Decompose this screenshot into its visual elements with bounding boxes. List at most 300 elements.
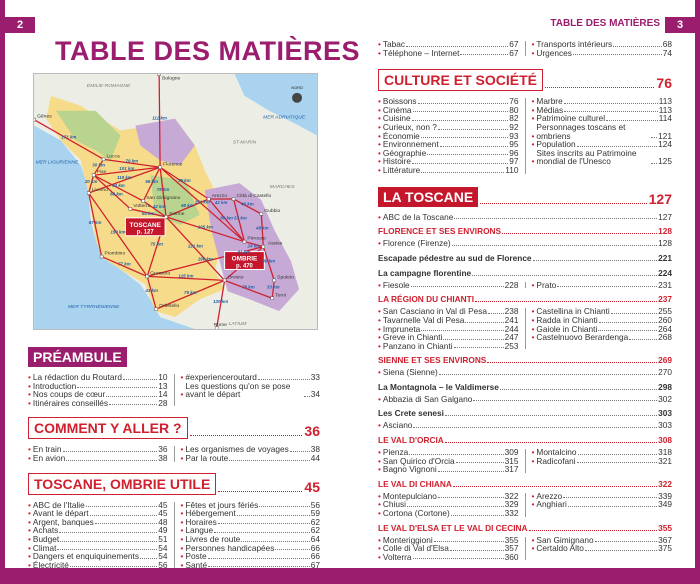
entry-column (181, 373, 321, 407)
dot-leader (63, 451, 158, 452)
toc-right (378, 40, 672, 561)
dot-leader (529, 530, 658, 531)
entry-label: ABC de la Toscane (382, 211, 454, 222)
city-marker (146, 275, 149, 278)
region-label: LATIUM (228, 322, 247, 328)
bullet-icon: • (180, 533, 184, 544)
entry-page: 34 (310, 389, 320, 400)
entry-label: LE VAL DI CHIANA (378, 478, 452, 489)
section-page: 45 (304, 478, 320, 495)
entry-column (181, 445, 321, 462)
column-divider (525, 282, 526, 289)
bullet-icon: • (378, 340, 381, 351)
bullet-icon: • (28, 444, 31, 455)
toc-left (28, 347, 320, 569)
bullet-icon: • (378, 139, 381, 150)
toc-entry-row (378, 213, 672, 222)
route-map (33, 73, 318, 330)
dot-leader (208, 566, 310, 567)
toc-entry[interactable] (532, 49, 673, 58)
entry-page: 128 (658, 238, 672, 249)
bullet-icon: • (378, 147, 381, 158)
section-title: TOSCANE, OMBRIE UTILE (28, 473, 216, 495)
dot-leader (413, 558, 504, 559)
bullet-icon: • (378, 534, 381, 545)
dot-leader (208, 558, 310, 559)
bullet-icon: • (531, 47, 535, 58)
entry-label: LE VAL D'ELSA ET LE VAL DI CECINA (378, 522, 528, 533)
city-label: Arezzo (211, 194, 228, 200)
bullet-icon: • (531, 543, 535, 554)
dot-leader (418, 103, 509, 104)
entry-label: Hébergement (185, 508, 236, 519)
entry-label: Prato (536, 279, 557, 290)
route-distance: 46 km (262, 258, 276, 264)
city-label: Bologne (162, 76, 181, 82)
city-label: Città di Castello (236, 194, 272, 200)
bullet-icon: • (531, 96, 535, 107)
subsection-header[interactable] (378, 479, 672, 489)
bullet-icon: • (180, 516, 184, 527)
entry-page: 68 (662, 39, 672, 49)
entry-page: 38 (310, 444, 320, 455)
entry-label: Transports intérieurs (536, 39, 613, 49)
entry-page: 45 (158, 499, 168, 510)
entry-page: 67 (310, 559, 320, 570)
entry-label: Gaiole in Chianti (536, 323, 598, 334)
entry-label: Montepulciano (382, 490, 437, 501)
running-head: TABLE DES MATIÈRES (550, 18, 660, 29)
entry-label: Tavarnelle Val di Pesa (382, 314, 465, 325)
entry-label: Radicofani (536, 455, 576, 466)
entry-page: 329 (504, 499, 519, 510)
bullet-icon: • (378, 104, 381, 115)
entry-label: Fiesole (382, 279, 410, 290)
sea-label: MER LIGURIENNE (35, 160, 79, 166)
entry-page: 66 (310, 542, 320, 553)
entry-page: 231 (658, 279, 672, 290)
route-distance: 78 km (156, 187, 170, 193)
route-distance: 76 km (242, 284, 255, 290)
section-header[interactable] (378, 187, 672, 207)
city-label: Spoleto (277, 275, 295, 281)
dot-leader (258, 379, 310, 380)
entry-page: 28 (158, 397, 168, 408)
route-distance: 48 km (255, 225, 269, 231)
city-marker (102, 158, 105, 161)
route-distance: 196 km (197, 256, 213, 262)
toc-entry-row (378, 368, 672, 377)
route-distance: 101 km (119, 166, 135, 172)
dot-leader (451, 515, 504, 516)
entry-page: 14 (158, 389, 168, 400)
dot-leader (59, 532, 157, 533)
entry-column (181, 501, 321, 570)
route-distance: 75 km (150, 241, 163, 247)
route-distance: 42 km (152, 203, 166, 209)
toc-entry[interactable] (532, 500, 673, 509)
bullet-icon: • (180, 444, 184, 455)
route-distance: 30 km (92, 162, 105, 168)
dot-leader (598, 330, 657, 331)
bullet-icon: • (180, 389, 184, 400)
entry-label: SIENNE ET SES ENVIRONS (378, 355, 487, 366)
bullet-icon: • (378, 508, 381, 519)
route-distance: 24 km (247, 243, 261, 249)
dot-leader (613, 46, 662, 47)
dot-leader (411, 286, 504, 287)
toc-entry[interactable] (378, 421, 672, 430)
callout-page: p. 470 (236, 263, 253, 270)
dot-leader (438, 497, 504, 498)
toc-entry[interactable] (532, 149, 673, 166)
dot-leader (585, 550, 657, 551)
route-distance: 42 km (214, 199, 228, 205)
bullet-icon: • (378, 130, 381, 141)
entry-page: 298 (658, 381, 672, 392)
city-label: Livorno (91, 188, 108, 194)
dot-leader (229, 460, 309, 461)
dot-leader (557, 286, 657, 287)
toc-entry[interactable] (181, 382, 321, 399)
bullet-icon: • (28, 452, 31, 463)
entry-page: 113 (658, 96, 672, 107)
entry-column (378, 281, 519, 290)
city-label: Volterra (133, 203, 151, 209)
entry-label: ABC de l'Italie (32, 499, 85, 510)
route-distance: 87 km (88, 219, 102, 225)
entry-label: Les Crete senesi (378, 408, 444, 419)
entry-column (532, 281, 673, 290)
city-marker (92, 174, 95, 177)
dot-leader (577, 462, 658, 463)
bullet-icon: • (378, 39, 381, 49)
entry-label: Certaldo Alto (536, 543, 584, 554)
toc-entry[interactable] (378, 239, 672, 248)
section-title: PRÉAMBULE (28, 347, 127, 367)
bullet-icon: • (531, 139, 535, 150)
toc-entry[interactable] (28, 454, 168, 463)
bullet-icon: • (180, 452, 184, 463)
dot-leader (427, 154, 508, 155)
toc-entry-row (378, 239, 672, 248)
entry-label: Pienza (382, 447, 409, 458)
entry-label: Sites inscrits au Patrimoine mondial de l'Unesco (536, 147, 637, 167)
toc-entry[interactable] (181, 454, 321, 463)
page-number-right: 3 (665, 17, 695, 33)
subsection-header[interactable] (378, 355, 672, 365)
dot-leader (453, 486, 657, 487)
entry-page: 54 (158, 551, 168, 562)
bullet-icon: • (531, 156, 535, 167)
city-label: Gubbio (264, 208, 281, 214)
entry-label: Par la route (185, 452, 229, 463)
dot-leader (480, 203, 646, 204)
toc-entry[interactable] (532, 333, 673, 342)
entry-page: 367 (658, 534, 672, 545)
entry-label: Castelnuovo Berardenga (536, 332, 629, 343)
bullet-icon: • (180, 508, 184, 519)
entry-page: 76 (509, 96, 519, 107)
toc-entry[interactable] (378, 465, 519, 474)
entry-page: 264 (658, 323, 672, 334)
dot-leader (573, 54, 662, 55)
route-distance: 118 km (117, 175, 132, 181)
callout-name: TOSCANE (129, 221, 161, 229)
entry-page: 357 (504, 543, 519, 554)
sea-label: MER ADRIATIQUE (263, 115, 306, 121)
toc-entry[interactable] (28, 561, 168, 570)
toc-entry[interactable] (181, 561, 321, 570)
city-label: Rome (213, 323, 227, 329)
entry-columns (28, 445, 320, 462)
entry-label: Abbazia di San Galgano (382, 393, 473, 404)
entry-label: San Gimignano (536, 534, 594, 545)
entry-columns (378, 281, 672, 290)
entry-page: 228 (504, 279, 519, 290)
entry-columns (378, 536, 672, 562)
route-distance: 54 km (141, 210, 155, 216)
toc-entry[interactable] (532, 544, 673, 553)
bullet-icon: • (28, 397, 31, 408)
bullet-icon: • (28, 372, 31, 382)
entry-column (28, 373, 168, 407)
entry-label: Les questions qu'on se pose avant le départ (185, 380, 291, 400)
entry-label: San Casciano in Val di Pesa (382, 306, 487, 317)
entry-label: Livres de route (185, 533, 241, 544)
bullet-icon: • (531, 455, 535, 466)
toc-entry[interactable] (378, 395, 672, 404)
entry-page: 51 (158, 533, 168, 544)
toc-entry[interactable] (28, 399, 168, 408)
dot-leader (290, 451, 310, 452)
bullet-icon: • (180, 542, 184, 553)
section-header[interactable] (28, 473, 320, 495)
entry-label: Panzano in Chianti (382, 340, 453, 351)
section-title: CULTURE ET SOCIÉTÉ (378, 69, 543, 91)
entry-columns (378, 448, 672, 474)
toc-entry[interactable] (378, 213, 672, 222)
bullet-icon: • (531, 499, 535, 510)
city-marker (243, 240, 246, 243)
subsection-header[interactable] (378, 226, 672, 236)
entry-label: Tabac (382, 39, 406, 49)
dot-leader (406, 46, 508, 47)
toc-entry[interactable] (378, 49, 519, 58)
city-label: San Gimignano (146, 196, 181, 202)
entry-label: Argent, banques (32, 516, 94, 527)
dot-leader (475, 301, 657, 302)
entry-label: Électricité (32, 559, 69, 570)
city-label: Orbetello (159, 304, 180, 310)
city-label: Piombino (104, 251, 126, 257)
entry-label: Urgences (536, 47, 572, 58)
dot-leader (472, 275, 657, 276)
entry-label: Horaires (185, 516, 217, 527)
dot-leader (563, 497, 657, 498)
city-marker (100, 255, 103, 258)
entry-label: Itinéraires conseillés (32, 397, 109, 408)
entry-page: 95 (509, 139, 519, 150)
bold-entry[interactable] (378, 382, 672, 392)
dot-leader (413, 111, 509, 112)
entry-page: 221 (658, 252, 672, 263)
route-distance: 43 km (145, 287, 159, 293)
bullet-icon: • (378, 455, 381, 466)
city-label: Pérouse (247, 236, 266, 242)
entry-page: 317 (504, 464, 519, 475)
entry-columns (378, 97, 672, 174)
bullet-icon: • (378, 367, 381, 378)
toc-entry[interactable] (532, 281, 673, 290)
toc-entry[interactable] (378, 368, 672, 377)
entry-label: Économie (382, 130, 420, 141)
toc-entry[interactable] (378, 281, 519, 290)
dot-leader (577, 146, 658, 147)
section-page: 127 (648, 190, 672, 207)
route-distance: 68 km (181, 202, 194, 208)
bullet-icon: • (28, 551, 31, 562)
section-header[interactable] (28, 417, 320, 439)
bold-entry[interactable] (378, 268, 672, 278)
bullet-icon: • (531, 323, 535, 334)
entry-column (378, 97, 519, 174)
entry-label: Cinéma (382, 104, 412, 115)
toc-entry[interactable] (532, 123, 673, 140)
city-marker (262, 245, 265, 248)
entry-label: Les organismes de voyages (185, 444, 289, 455)
bullet-icon: • (531, 306, 535, 317)
bullet-icon: • (378, 306, 381, 317)
entry-label: Radda in Chianti (536, 314, 598, 325)
entry-page: 303 (658, 408, 672, 419)
section-header[interactable] (28, 347, 320, 367)
dot-leader (77, 387, 157, 388)
bullet-icon: • (378, 499, 381, 510)
entry-label: Patrimoine culturel (536, 113, 606, 124)
toc-entry[interactable] (378, 553, 519, 562)
dot-leader (439, 374, 657, 375)
entry-label: Avant le départ (32, 508, 89, 519)
entry-page: 10 (158, 372, 168, 382)
subsection-header[interactable] (378, 435, 672, 445)
entry-label: Asciano (382, 420, 413, 431)
page-edge-left (0, 0, 5, 584)
city-label: Grosseto (150, 271, 171, 277)
entry-label: Téléphone – Internet (382, 47, 460, 58)
dot-leader (412, 120, 509, 121)
entry-page: 309 (504, 447, 519, 458)
entry-page: 56 (158, 559, 168, 570)
dot-leader (413, 427, 657, 428)
entry-label: Arezzo (536, 490, 563, 501)
dot-leader (60, 541, 157, 542)
dot-leader (450, 550, 504, 551)
entry-page: 54 (158, 542, 168, 553)
entry-page: 114 (658, 113, 672, 124)
bullet-icon: • (180, 551, 184, 562)
route-distance: 150 km (110, 229, 126, 235)
section-header[interactable] (378, 69, 672, 91)
dot-leader (443, 339, 503, 340)
column-divider (174, 502, 175, 569)
column-divider (525, 493, 526, 517)
entry-page: 80 (509, 104, 519, 115)
column-divider (525, 41, 526, 56)
entry-label: Curieux, non ? (382, 121, 437, 132)
route-distance: 53 km (234, 215, 247, 221)
dot-leader (445, 415, 657, 416)
region-label: MARCHES (269, 185, 295, 191)
entry-page: 125 (658, 156, 672, 167)
bullet-icon: • (378, 113, 381, 124)
entry-page: 339 (658, 490, 672, 501)
entry-label: San Quirico d'Orcia (382, 455, 455, 466)
entry-label: En train (32, 444, 62, 455)
entry-page: 260 (658, 314, 672, 325)
toc-entry[interactable] (378, 342, 519, 351)
entry-column (532, 536, 673, 562)
subsection-header[interactable] (378, 294, 672, 304)
city-marker (232, 198, 235, 201)
entry-page: 268 (658, 332, 672, 343)
entry-label: Littérature (382, 164, 421, 175)
bullet-icon: • (378, 314, 381, 325)
entry-page: 308 (658, 435, 672, 446)
bullet-icon: • (531, 314, 535, 325)
dot-leader (421, 330, 503, 331)
dot-leader (409, 454, 503, 455)
entry-column (378, 307, 519, 350)
entry-page: 269 (658, 355, 672, 366)
toc-entry[interactable] (378, 166, 519, 175)
subsection-header[interactable] (378, 523, 672, 533)
column-divider (174, 446, 175, 461)
entry-label: Nos coups de cœur (32, 389, 106, 400)
entry-label: Bagno Vignoni (382, 464, 437, 475)
dot-leader (440, 146, 509, 147)
entry-column (532, 40, 673, 57)
dot-leader (412, 163, 508, 164)
dot-leader (564, 111, 658, 112)
entry-page: 48 (158, 516, 168, 527)
entry-page: 322 (658, 478, 672, 489)
entry-page: 44 (310, 452, 320, 463)
bullet-icon: • (28, 525, 31, 536)
entry-column (378, 536, 519, 562)
dot-leader (438, 129, 508, 130)
entry-columns (28, 373, 320, 407)
dot-leader (95, 523, 157, 524)
bullet-icon: • (180, 372, 184, 382)
entry-label: Climat (32, 542, 57, 553)
entry-page: 318 (658, 447, 672, 458)
dot-leader (218, 491, 302, 492)
entry-page: 36 (158, 444, 168, 455)
toc-entry[interactable] (378, 509, 519, 518)
bold-entry[interactable] (378, 253, 672, 263)
city-marker (158, 73, 161, 75)
bold-entry[interactable] (378, 408, 672, 418)
entry-label: Poste (185, 551, 207, 562)
dot-leader (611, 313, 657, 314)
entry-label: Santé (185, 559, 208, 570)
route-distance: 77 km (118, 261, 131, 267)
toc-entry[interactable] (532, 457, 673, 466)
entry-page: 82 (509, 113, 519, 124)
bullet-icon: • (531, 279, 535, 290)
city-label: Terni (275, 293, 286, 299)
